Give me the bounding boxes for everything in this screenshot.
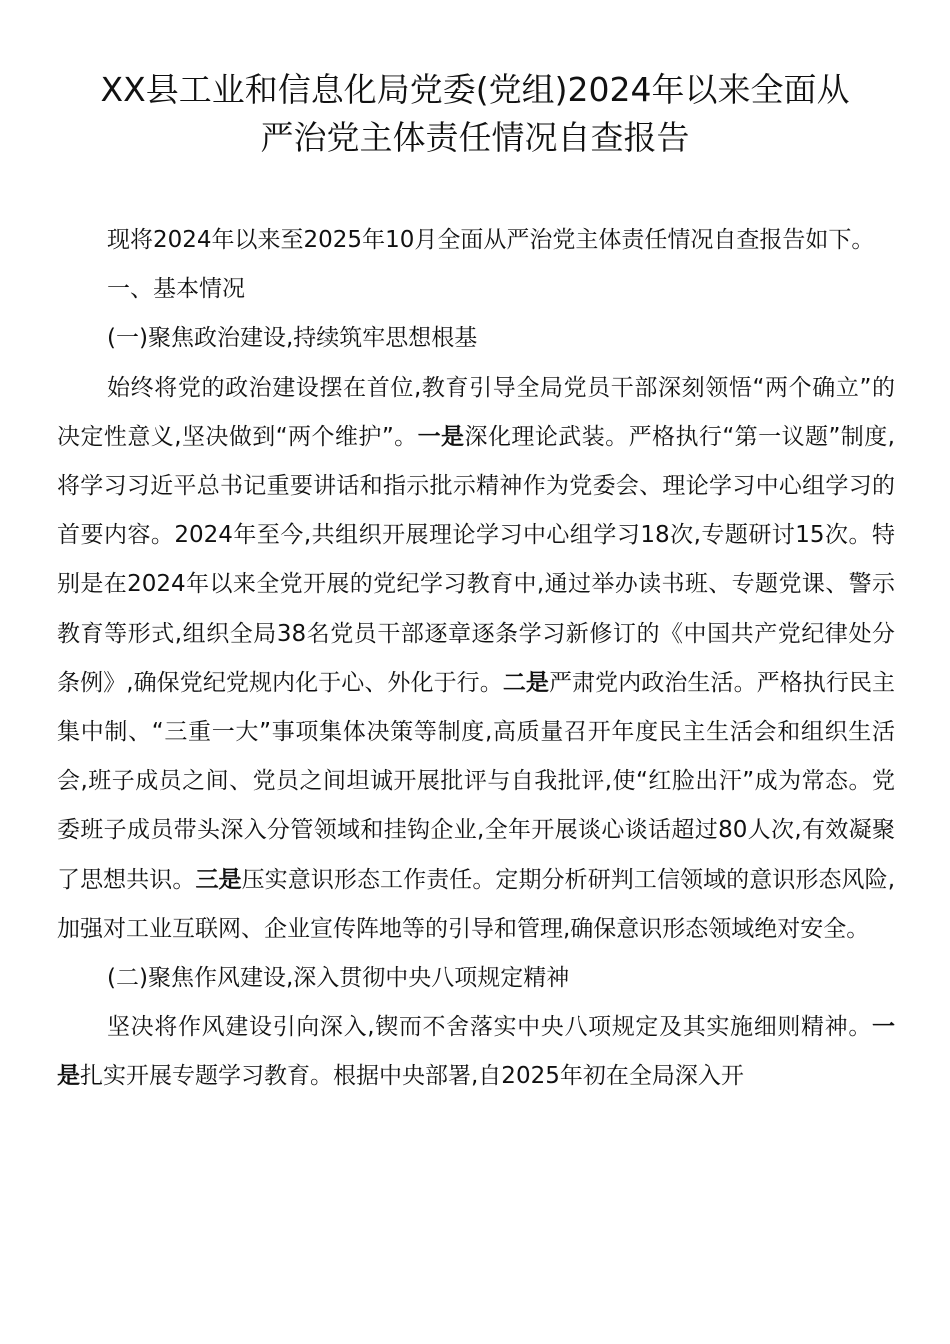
point-text-1: 深化理论武装。严格执行“第一议题”制度,将学习习近平总书记重要讲话和指示批示精神作为党委会、理论学习中心组学习的首要内容。2024年至今,共组织开展理论学习中心组学习18次,专题研讨15次。特别是在2024年以来全党开展的党纪学习教育中,通过举办读书班、专题党课、警示教育等形式,组织全局38名党员干部逐章逐条学习新修订的《中国共产党纪律处分条例》,确保党纪党规内化于心、外化于行。 [57,423,895,696]
document-body [57,216,895,1102]
point-text-3: 压实意识形态工作责任。定期分析研判工信领域的意识形态风险,加强对工业互联网、企业宣传阵地等的引导和管理,确保意识形态领域绝对安全。 [57,866,896,942]
point-marker-3: 三是 [195,866,242,893]
section-heading-basic-situation: 一、基本情况 [107,276,245,303]
paragraph-lead: 始终将党的政治建设摆在首位,教育引导全局党员干部深刻领悟“两个确立”的决定性意义,坚决做到“两个维护”。 [57,374,895,450]
point-marker-1: 一是 [57,1014,895,1090]
title-line-2: 严治党主体责任情况自查报告 [260,118,690,157]
title-line-1: XX县工业和信息化局党委(党组)2024年以来全面从 [100,70,850,109]
point-marker-1: 一是 [417,423,465,450]
paragraph-lead: 坚决将作风建设引向深入,锲而不舍落实中央八项规定及其实施细则精神。 [107,1014,872,1041]
point-text-2: 严肃党内政治生活。严格执行民主集中制、“三重一大”事项集体决策等制度,高质量召开年度民主生活会和组织生活会,班子成员之间、党员之间坦诚开展批评与自我批评,使“红脸出汗”成为常态。党委班子成员带头深入分管领域和挂钩企业,全年开展谈心谈话超过80人次,有效凝聚了思想共识。 [57,669,896,893]
work-style-paragraph [57,1003,895,1101]
point-text-1: 扎实开展专题学习教育。根据中央部署,自2025年初在全局深入开 [80,1063,744,1090]
subsection-heading-work-style: (二)聚焦作风建设,深入贯彻中央八项规定精神 [107,965,570,992]
political-construction-paragraph [57,364,895,954]
intro-paragraph: 现将2024年以来至2025年10月全面从严治党主体责任情况自查报告如下。 [107,227,875,253]
subsection-heading-political-construction: (一)聚焦政治建设,持续筑牢思想根基 [107,325,478,352]
document-title [40,66,910,162]
point-marker-2: 二是 [502,669,549,696]
